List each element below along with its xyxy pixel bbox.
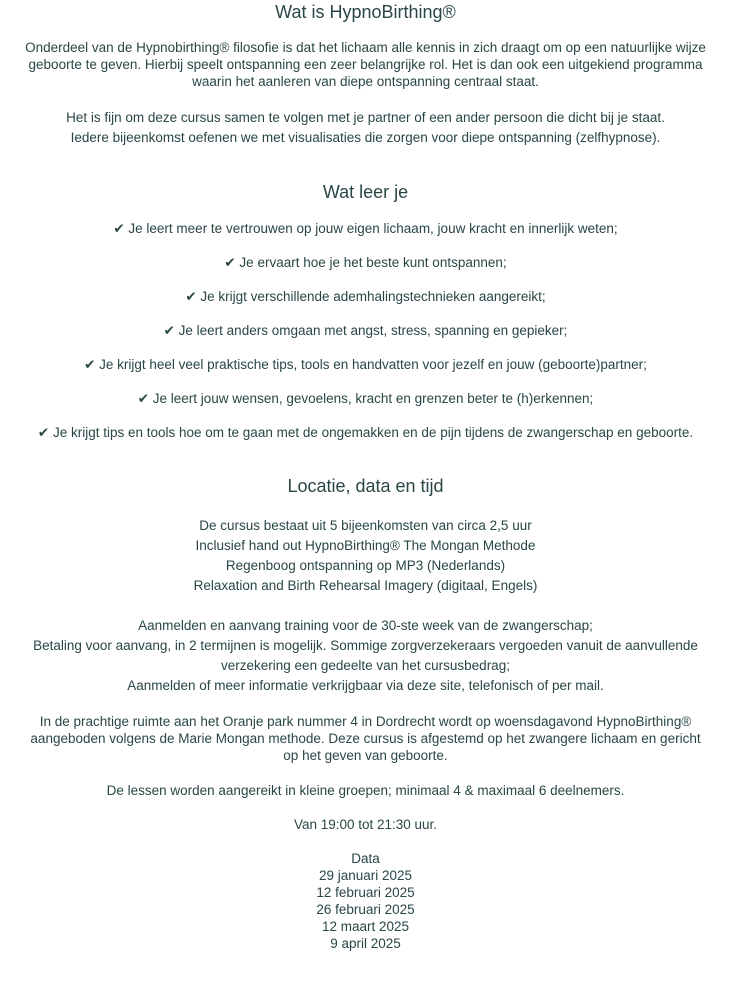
dates-label: Data: [351, 851, 380, 866]
location-line: aangeboden volgens de Marie Mongan methode. Deze cursus is afgestemd op het zwangere lichaam en gericht: [30, 731, 701, 746]
course-line: De cursus bestaat uit 5 bijeenkomsten van circa 2,5 uur: [199, 518, 532, 533]
intro-paragraph: [0, 39, 731, 90]
signup-line: verzekering een gedeelte van het cursusbedrag;: [221, 658, 510, 673]
time-text: Van 19:00 tot 21:30 uur.: [293, 817, 438, 832]
learn-item: ✔ Je krijgt heel veel praktische tips, tools en handvatten voor jezelf en jouw (geboorte)partner;: [84, 357, 647, 372]
intro-paragraph-2: [0, 109, 731, 146]
signup-info: [0, 616, 731, 696]
section-title-wat-leer-je: Wat leer je: [322, 182, 409, 202]
section-title-hypnobirthing: Wat is HypnoBirthing®: [275, 2, 456, 22]
learn-item: ✔ Je krijgt verschillende ademhalingstechnieken aangereikt;: [185, 289, 546, 304]
location-line: In de prachtige ruimte aan het Oranje park nummer 4 in Dordrecht wordt op woensdagavond HypnoBirthing®: [39, 714, 692, 729]
date-item: 29 januari 2025: [318, 868, 413, 883]
date-item: 12 februari 2025: [316, 885, 415, 900]
intro2-line: Iedere bijeenkomst oefenen we met visualisaties die zorgen voor diepe ontspanning (zelfhypnose).: [70, 130, 661, 145]
course-line: Regenboog ontspanning op MP3 (Nederlands): [225, 558, 506, 573]
learn-item: ✔ Je leert anders omgaan met angst, stress, spanning en gepieker;: [163, 323, 568, 338]
date-item: 12 maart 2025: [321, 919, 410, 934]
learn-item: ✔ Je leert jouw wensen, gevoelens, kracht en grenzen beter te (h)erkennen;: [137, 391, 594, 406]
date-item: 9 april 2025: [330, 936, 401, 951]
learn-item: ✔ Je ervaart hoe je het beste kunt ontspannen;: [224, 255, 507, 270]
signup-line: Aanmelden en aanvang training voor de 30-ste week van de zwangerschap;: [138, 618, 593, 633]
intro2-line: Het is fijn om deze cursus samen te volgen met je partner of een ander persoon die dicht bij je staat.: [66, 110, 665, 125]
course-details: [0, 516, 731, 596]
course-line: Relaxation and Birth Rehearsal Imagery (digitaal, Engels): [193, 578, 538, 593]
learn-item: ✔ Je krijgt tips en tools hoe om te gaan met de ongemakken en de pijn tijdens de zwangerschap en geboorte.: [37, 425, 694, 440]
section-title-locatie: Locatie, data en tijd: [287, 476, 444, 496]
learn-item: ✔ Je leert meer te vertrouwen op jouw eigen lichaam, jouw kracht en innerlijk weten;: [113, 221, 618, 236]
location-info: [0, 713, 731, 764]
signup-line: Aanmelden of meer informatie verkrijgbaar via deze site, telefonisch of per mail.: [127, 678, 604, 693]
course-line: Inclusief hand out HypnoBirthing® The Mongan Methode: [195, 538, 536, 553]
signup-line: Betaling voor aanvang, in 2 termijnen is mogelijk. Sommige zorgverzekeraars vergoeden vanuit de aanvullende: [33, 638, 698, 653]
intro-line: waarin het aanleren van diepe ontspanning centraal staat.: [192, 74, 539, 89]
date-item: 26 februari 2025: [316, 902, 415, 917]
group-size-text: De lessen worden aangereikt in kleine groepen; minimaal 4 & maximaal 6 deelnemers.: [106, 783, 625, 798]
location-line: op het geven van geboorte.: [283, 748, 448, 763]
intro-line: geboorte te geven. Hierbij speelt ontspanning een zeer belangrijke rol. Het is dan ook een uitgekiend programma: [28, 57, 703, 72]
intro-line: Onderdeel van de Hypnobirthing® filosofie is dat het lichaam alle kennis in zich draagt om op een natuurlijke wijze: [25, 40, 706, 55]
dates-list: [0, 850, 731, 952]
